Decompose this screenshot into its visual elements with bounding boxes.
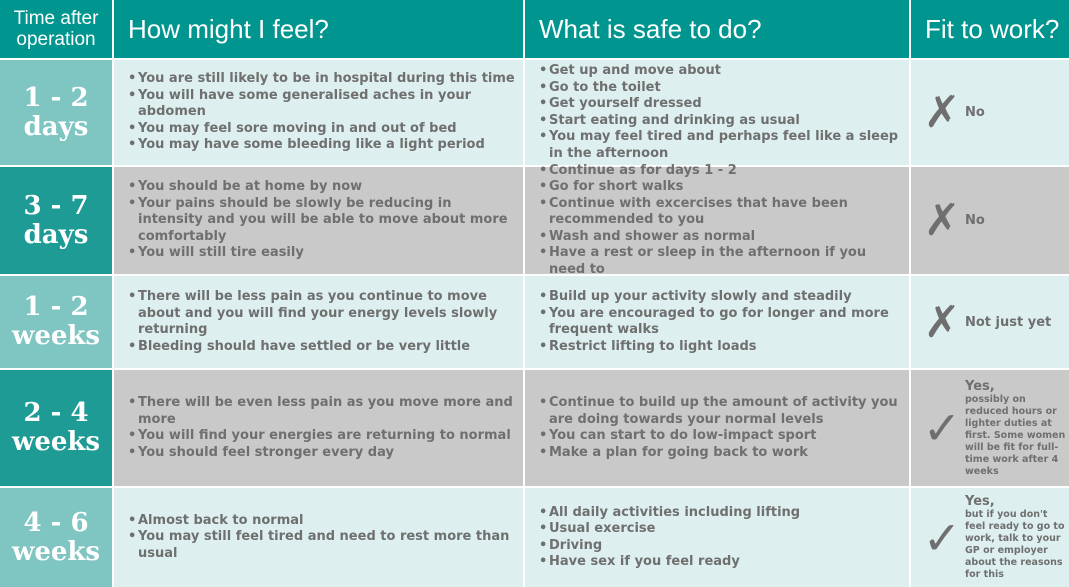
- list-item: • Have a rest or sleep in the afternoon if you need to: [539, 245, 903, 278]
- safe-cell: [525, 60, 909, 165]
- fit-answer: Yes,: [965, 494, 995, 509]
- feel-cell: [114, 276, 523, 368]
- safe-cell: [525, 488, 909, 587]
- list-item: • Continue as for days 1 - 2: [539, 163, 903, 180]
- list-item: • Get up and move about: [539, 63, 903, 80]
- fit-note: but if you don't feel ready to go to work, talk to your GP or employer about the reasons for this: [965, 509, 1065, 580]
- list-item: • Restrict lifting to light loads: [539, 339, 903, 356]
- feel-cell: [114, 167, 523, 274]
- list-item: • Go to the toilet: [539, 80, 903, 97]
- list-item: • Go for short walks: [539, 179, 903, 196]
- fit-answer: No: [965, 213, 985, 228]
- period-label: 1 - 2 days: [0, 60, 112, 165]
- list-item: • You are still likely to be in hospital during this time: [128, 71, 517, 88]
- list-item: • Continue with excercises that have been recommended to you: [539, 196, 903, 229]
- check-icon: ✓: [922, 401, 962, 455]
- feel-cell: [114, 488, 523, 587]
- fit-answer: Yes,: [965, 378, 995, 394]
- list-item: • Get yourself dressed: [539, 96, 903, 113]
- period-label: 4 - 6 weeks: [0, 488, 112, 587]
- fit-note: possibly on reduced hours or lighter duties at first. Some women will be fit for full-time work after 4 weeks: [965, 393, 1066, 477]
- fit-answer: No: [965, 105, 985, 120]
- header-how-might-i-feel: How might I feel?: [114, 0, 523, 58]
- fit-cell: [911, 370, 1069, 486]
- list-item: • You may still feel tired and need to rest more than usual: [128, 529, 517, 562]
- list-item: • You should feel stronger every day: [128, 445, 517, 462]
- list-item: • Start eating and drinking as usual: [539, 113, 903, 130]
- list-item: • Build up your activity slowly and steadily: [539, 289, 903, 306]
- list-item: • You can start to do low-impact sport: [539, 428, 903, 445]
- period-label: 1 - 2 weeks: [0, 276, 112, 368]
- list-item: • Driving: [539, 538, 903, 555]
- safe-cell: [525, 276, 909, 368]
- feel-cell: [114, 370, 523, 486]
- list-item: • Your pains should be slowly be reducing in intensity and you will be able to move about more comfortably: [128, 196, 517, 246]
- list-item: • You are encouraged to go for longer and more frequent walks: [539, 306, 903, 339]
- list-item: • Continue to build up the amount of activity you are doing towards your normal levels: [539, 395, 903, 428]
- cross-icon: ✗: [923, 195, 961, 246]
- list-item: • You may feel sore moving in and out of bed: [128, 121, 517, 138]
- list-item: • There will be less pain as you continue to move about and you will find your energy levels slowly returning: [128, 289, 517, 339]
- list-item: • Make a plan for going back to work: [539, 445, 903, 462]
- list-item: • Almost back to normal: [128, 513, 517, 530]
- fit-answer: Not just yet: [965, 314, 1052, 330]
- list-item: • Usual exercise: [539, 521, 903, 538]
- list-item: • Wash and shower as normal: [539, 229, 903, 246]
- header-fit-to-work: Fit to work?: [911, 0, 1069, 58]
- list-item: • Have sex if you feel ready: [539, 554, 903, 571]
- fit-cell: [911, 60, 1069, 165]
- fit-cell: [911, 167, 1069, 274]
- list-item: • You should be at home by now: [128, 179, 517, 196]
- header-what-is-safe: What is safe to do?: [525, 0, 909, 58]
- cross-icon: ✗: [923, 87, 961, 138]
- header-time-after-operation: Time after operation: [0, 0, 112, 58]
- feel-cell: [114, 60, 523, 165]
- fit-cell: [911, 488, 1069, 587]
- period-label: 3 - 7 days: [0, 167, 112, 274]
- list-item: • You may have some bleeding like a light period: [128, 137, 517, 154]
- check-icon: ✓: [922, 510, 962, 565]
- list-item: • All daily activities including lifting: [539, 505, 903, 522]
- list-item: • You will have some generalised aches in your abdomen: [128, 88, 517, 121]
- list-item: • Bleeding should have settled or be very little: [128, 339, 517, 356]
- fit-cell: [911, 276, 1069, 368]
- list-item: • You may feel tired and perhaps feel like a sleep in the afternoon: [539, 129, 903, 162]
- list-item: • There will be even less pain as you move more and more: [128, 395, 517, 428]
- safe-cell: [525, 370, 909, 486]
- cross-icon: ✗: [923, 296, 961, 348]
- list-item: • You will still tire easily: [128, 245, 517, 262]
- safe-cell: [525, 162, 909, 277]
- period-label: 2 - 4 weeks: [0, 370, 112, 486]
- list-item: • You will find your energies are returning to normal: [128, 428, 517, 445]
